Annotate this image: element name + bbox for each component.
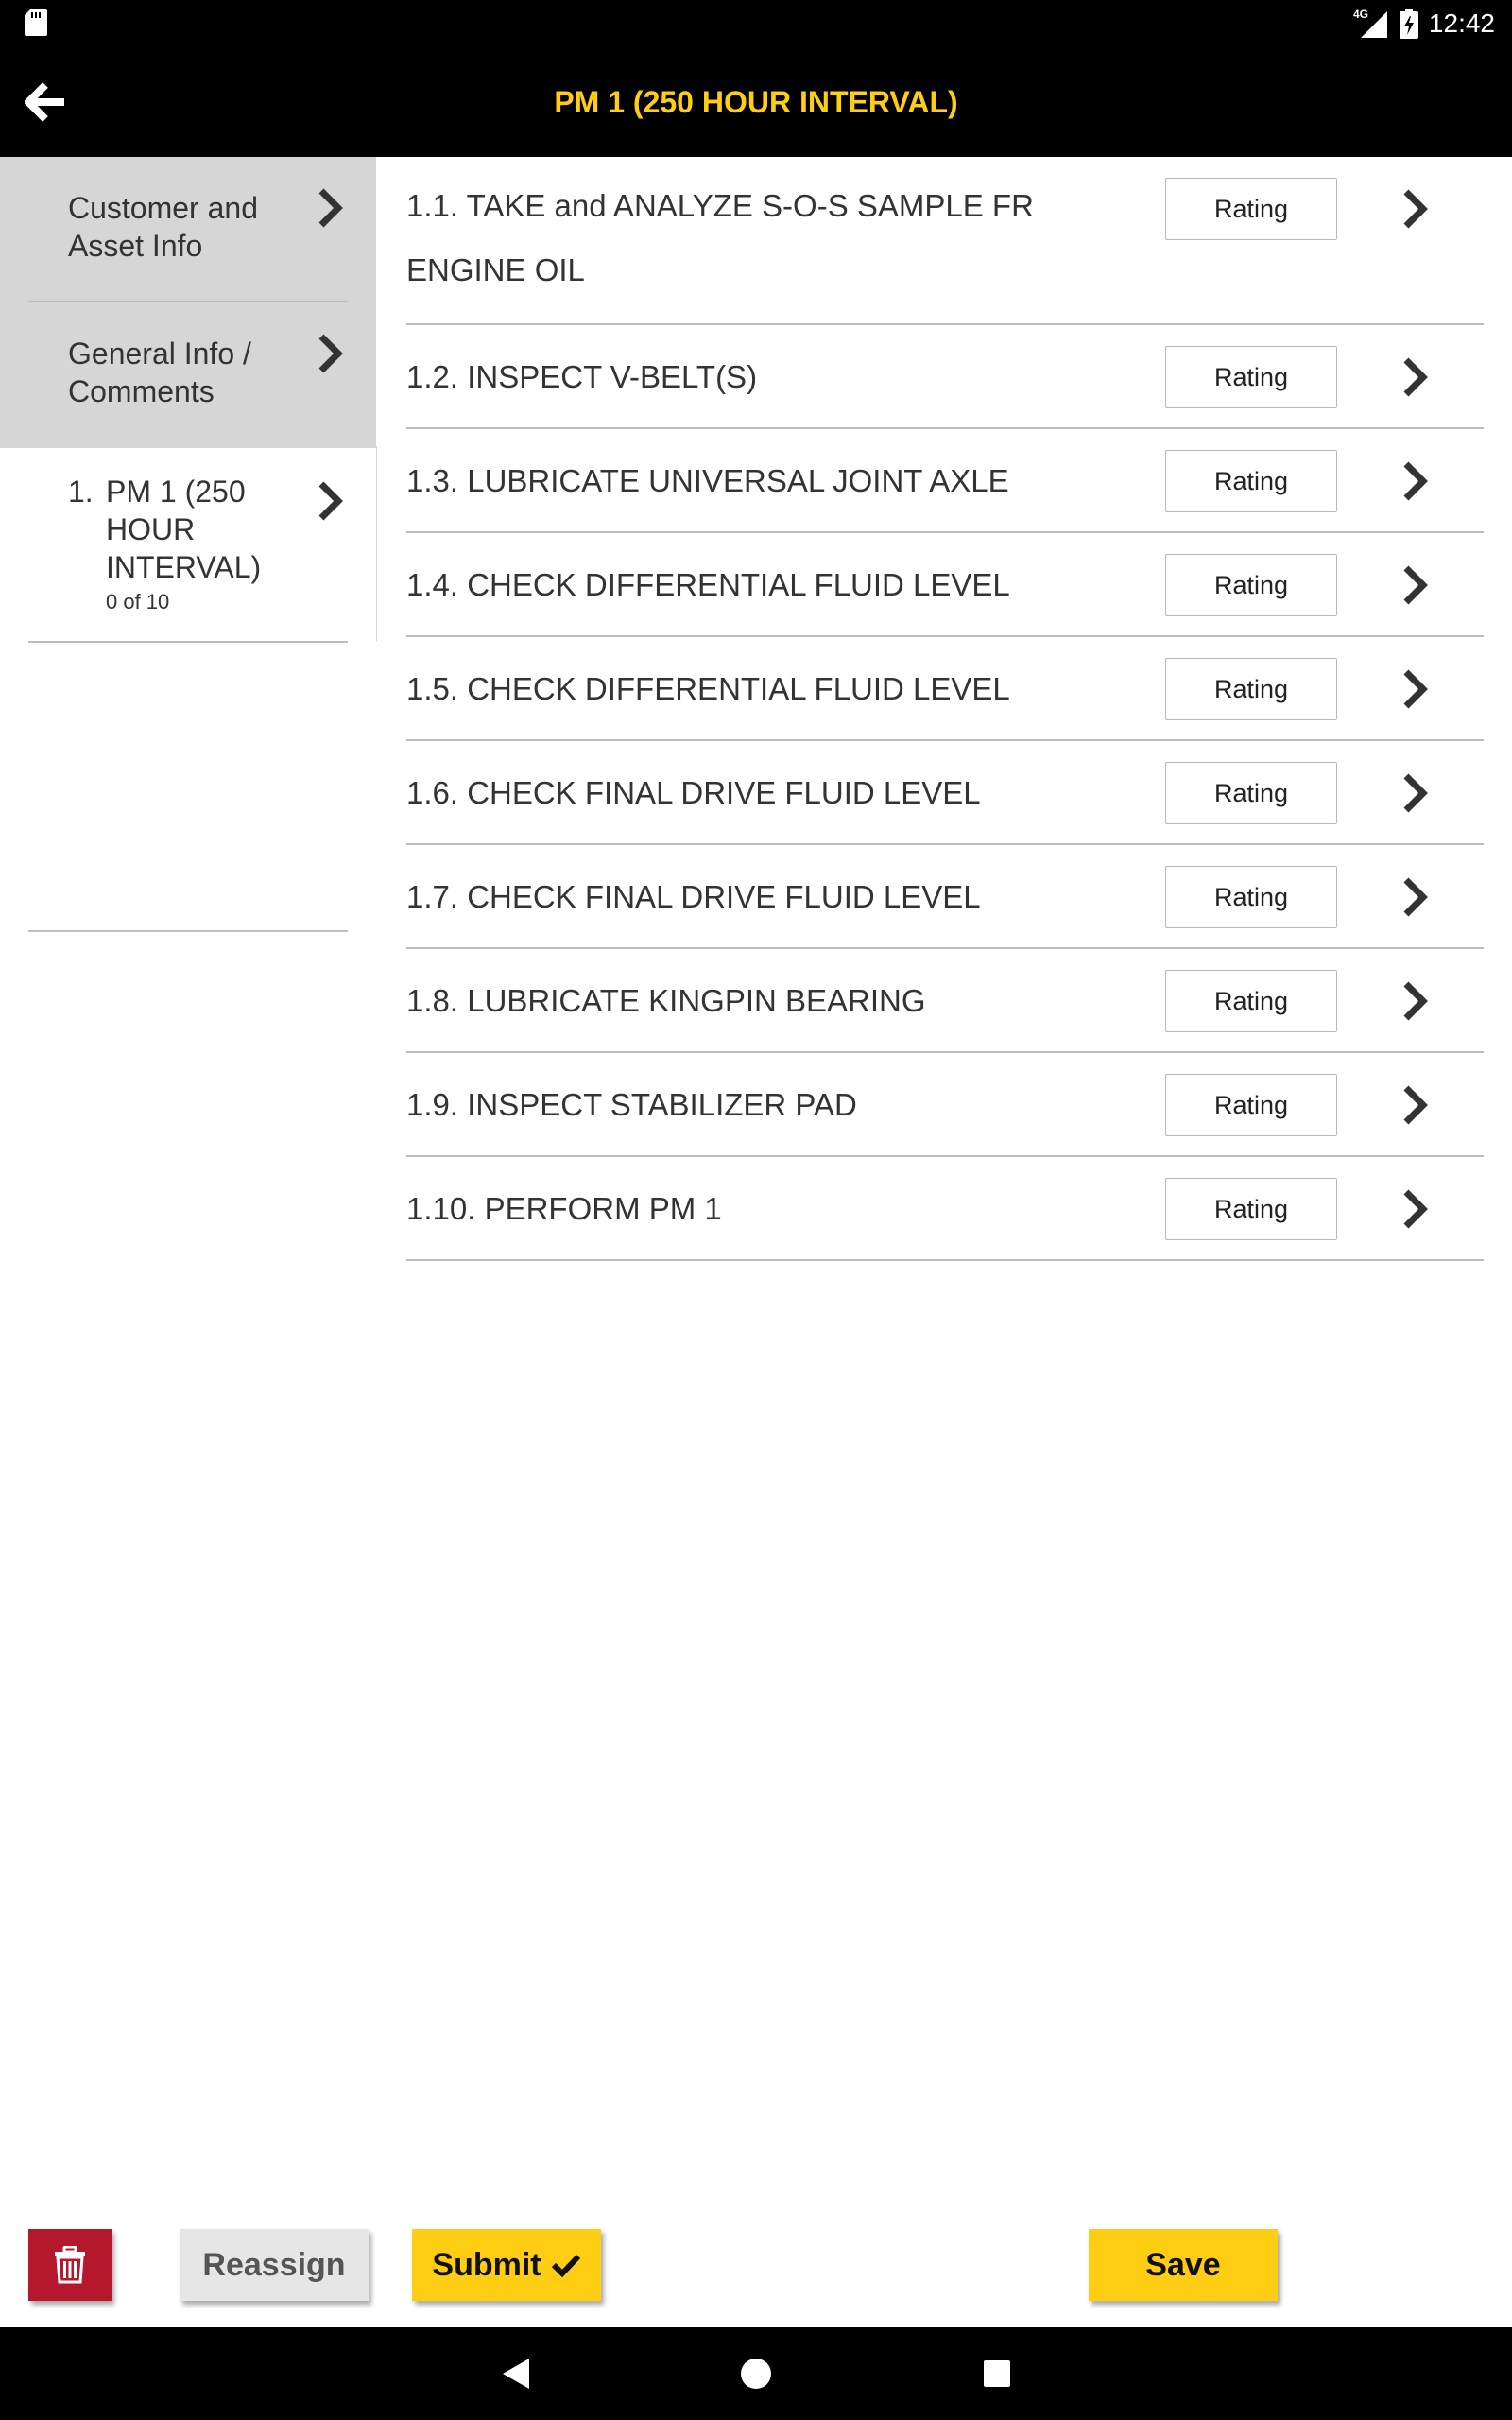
- task-label: 1.1. TAKE and ANALYZE S-O-S SAMPLE FR ENGINE OIL: [406, 188, 1034, 287]
- chevron-right-icon[interactable]: [1397, 1188, 1435, 1230]
- signal-icon: [1353, 8, 1389, 40]
- recents-square-icon: [982, 2359, 1012, 2389]
- sidebar-item-pm1-250-hour[interactable]: [0, 448, 376, 643]
- submit-label: Submit: [432, 2246, 541, 2283]
- chevron-right-icon: [312, 187, 350, 229]
- chevron-right-icon[interactable]: [1397, 668, 1435, 710]
- home-circle-icon: [739, 2357, 773, 2391]
- rating-button[interactable]: Rating: [1165, 178, 1337, 240]
- task-label: 1.4. CHECK DIFFERENTIAL FLUID LEVEL: [406, 567, 1010, 602]
- checkmark-icon: [551, 2252, 581, 2278]
- sidebar-item-customer-asset-info[interactable]: [0, 157, 376, 302]
- task-row[interactable]: [406, 429, 1484, 533]
- rating-button[interactable]: Rating: [1165, 1178, 1337, 1240]
- rating-button[interactable]: Rating: [1165, 762, 1337, 824]
- task-label: 1.5. CHECK DIFFERENTIAL FLUID LEVEL: [406, 671, 1010, 706]
- rating-button[interactable]: Rating: [1165, 866, 1337, 928]
- sd-card-icon: [25, 9, 47, 36]
- task-label: 1.3. LUBRICATE UNIVERSAL JOINT AXLE: [406, 463, 1009, 498]
- chevron-right-icon[interactable]: [1397, 772, 1435, 814]
- submit-button[interactable]: [412, 2229, 601, 2301]
- sidebar-item-general-info-comments[interactable]: [0, 302, 376, 448]
- action-bar: [0, 2212, 1512, 2325]
- task-row[interactable]: [406, 1053, 1484, 1157]
- task-row[interactable]: [406, 741, 1484, 845]
- chevron-right-icon[interactable]: [1397, 980, 1435, 1022]
- rating-button[interactable]: Rating: [1165, 450, 1337, 512]
- rating-button[interactable]: Rating: [1165, 658, 1337, 720]
- chevron-right-icon[interactable]: [1397, 356, 1435, 398]
- nav-back-button[interactable]: [491, 2350, 539, 2397]
- chevron-right-icon[interactable]: [1397, 564, 1435, 606]
- rating-button[interactable]: Rating: [1165, 346, 1337, 408]
- chevron-right-icon[interactable]: [1397, 1084, 1435, 1126]
- sidebar-item-number: 1.: [68, 475, 94, 509]
- task-label: 1.9. INSPECT STABILIZER PAD: [406, 1087, 857, 1122]
- task-row[interactable]: [406, 845, 1484, 949]
- sidebar-item-label: PM 1 (250 HOUR INTERVAL): [106, 475, 262, 584]
- task-row[interactable]: [406, 1157, 1484, 1261]
- chevron-right-icon: [312, 480, 350, 522]
- task-label: 1.2. INSPECT V-BELT(S): [406, 359, 758, 394]
- network-label: 4G: [1352, 8, 1368, 21]
- rating-button[interactable]: Rating: [1165, 1074, 1337, 1136]
- sidebar-item-label: General Info / Comments: [68, 337, 251, 408]
- task-row[interactable]: [406, 157, 1484, 325]
- task-row[interactable]: [406, 637, 1484, 741]
- sidebar-item-progress: 0 of 10: [106, 590, 170, 614]
- reassign-button[interactable]: Reassign: [180, 2229, 369, 2301]
- status-bar: [0, 0, 1512, 47]
- task-row[interactable]: [406, 325, 1484, 429]
- chevron-right-icon[interactable]: [1397, 188, 1435, 230]
- save-button[interactable]: Save: [1089, 2229, 1278, 2301]
- back-triangle-icon: [499, 2357, 531, 2391]
- chevron-right-icon[interactable]: [1397, 876, 1435, 918]
- app-bar: [0, 47, 1512, 157]
- rating-button[interactable]: Rating: [1165, 970, 1337, 1032]
- chevron-right-icon[interactable]: [1397, 460, 1435, 502]
- system-nav-bar: [0, 2327, 1512, 2420]
- task-label: 1.6. CHECK FINAL DRIVE FLUID LEVEL: [406, 775, 981, 810]
- battery-charging-icon: [1399, 8, 1419, 40]
- sidebar-item-label: Customer and Asset Info: [68, 191, 258, 263]
- sidebar: [0, 157, 376, 2325]
- chevron-right-icon: [312, 333, 350, 374]
- task-row[interactable]: [406, 533, 1484, 637]
- rating-button[interactable]: Rating: [1165, 554, 1337, 616]
- task-label: 1.10. PERFORM PM 1: [406, 1191, 722, 1226]
- divider: [28, 641, 348, 643]
- trash-icon: [54, 2246, 86, 2284]
- task-label: 1.7. CHECK FINAL DRIVE FLUID LEVEL: [406, 879, 981, 914]
- nav-home-button[interactable]: [732, 2350, 780, 2397]
- delete-button[interactable]: [28, 2229, 112, 2301]
- nav-recents-button[interactable]: [973, 2350, 1021, 2397]
- page-title: PM 1 (250 HOUR INTERVAL): [554, 85, 958, 119]
- divider: [406, 1259, 1484, 1261]
- task-row[interactable]: [406, 949, 1484, 1053]
- task-label: 1.8. LUBRICATE KINGPIN BEARING: [406, 983, 926, 1018]
- status-time: 12:42: [1428, 9, 1495, 38]
- sidebar-divider: [376, 446, 377, 641]
